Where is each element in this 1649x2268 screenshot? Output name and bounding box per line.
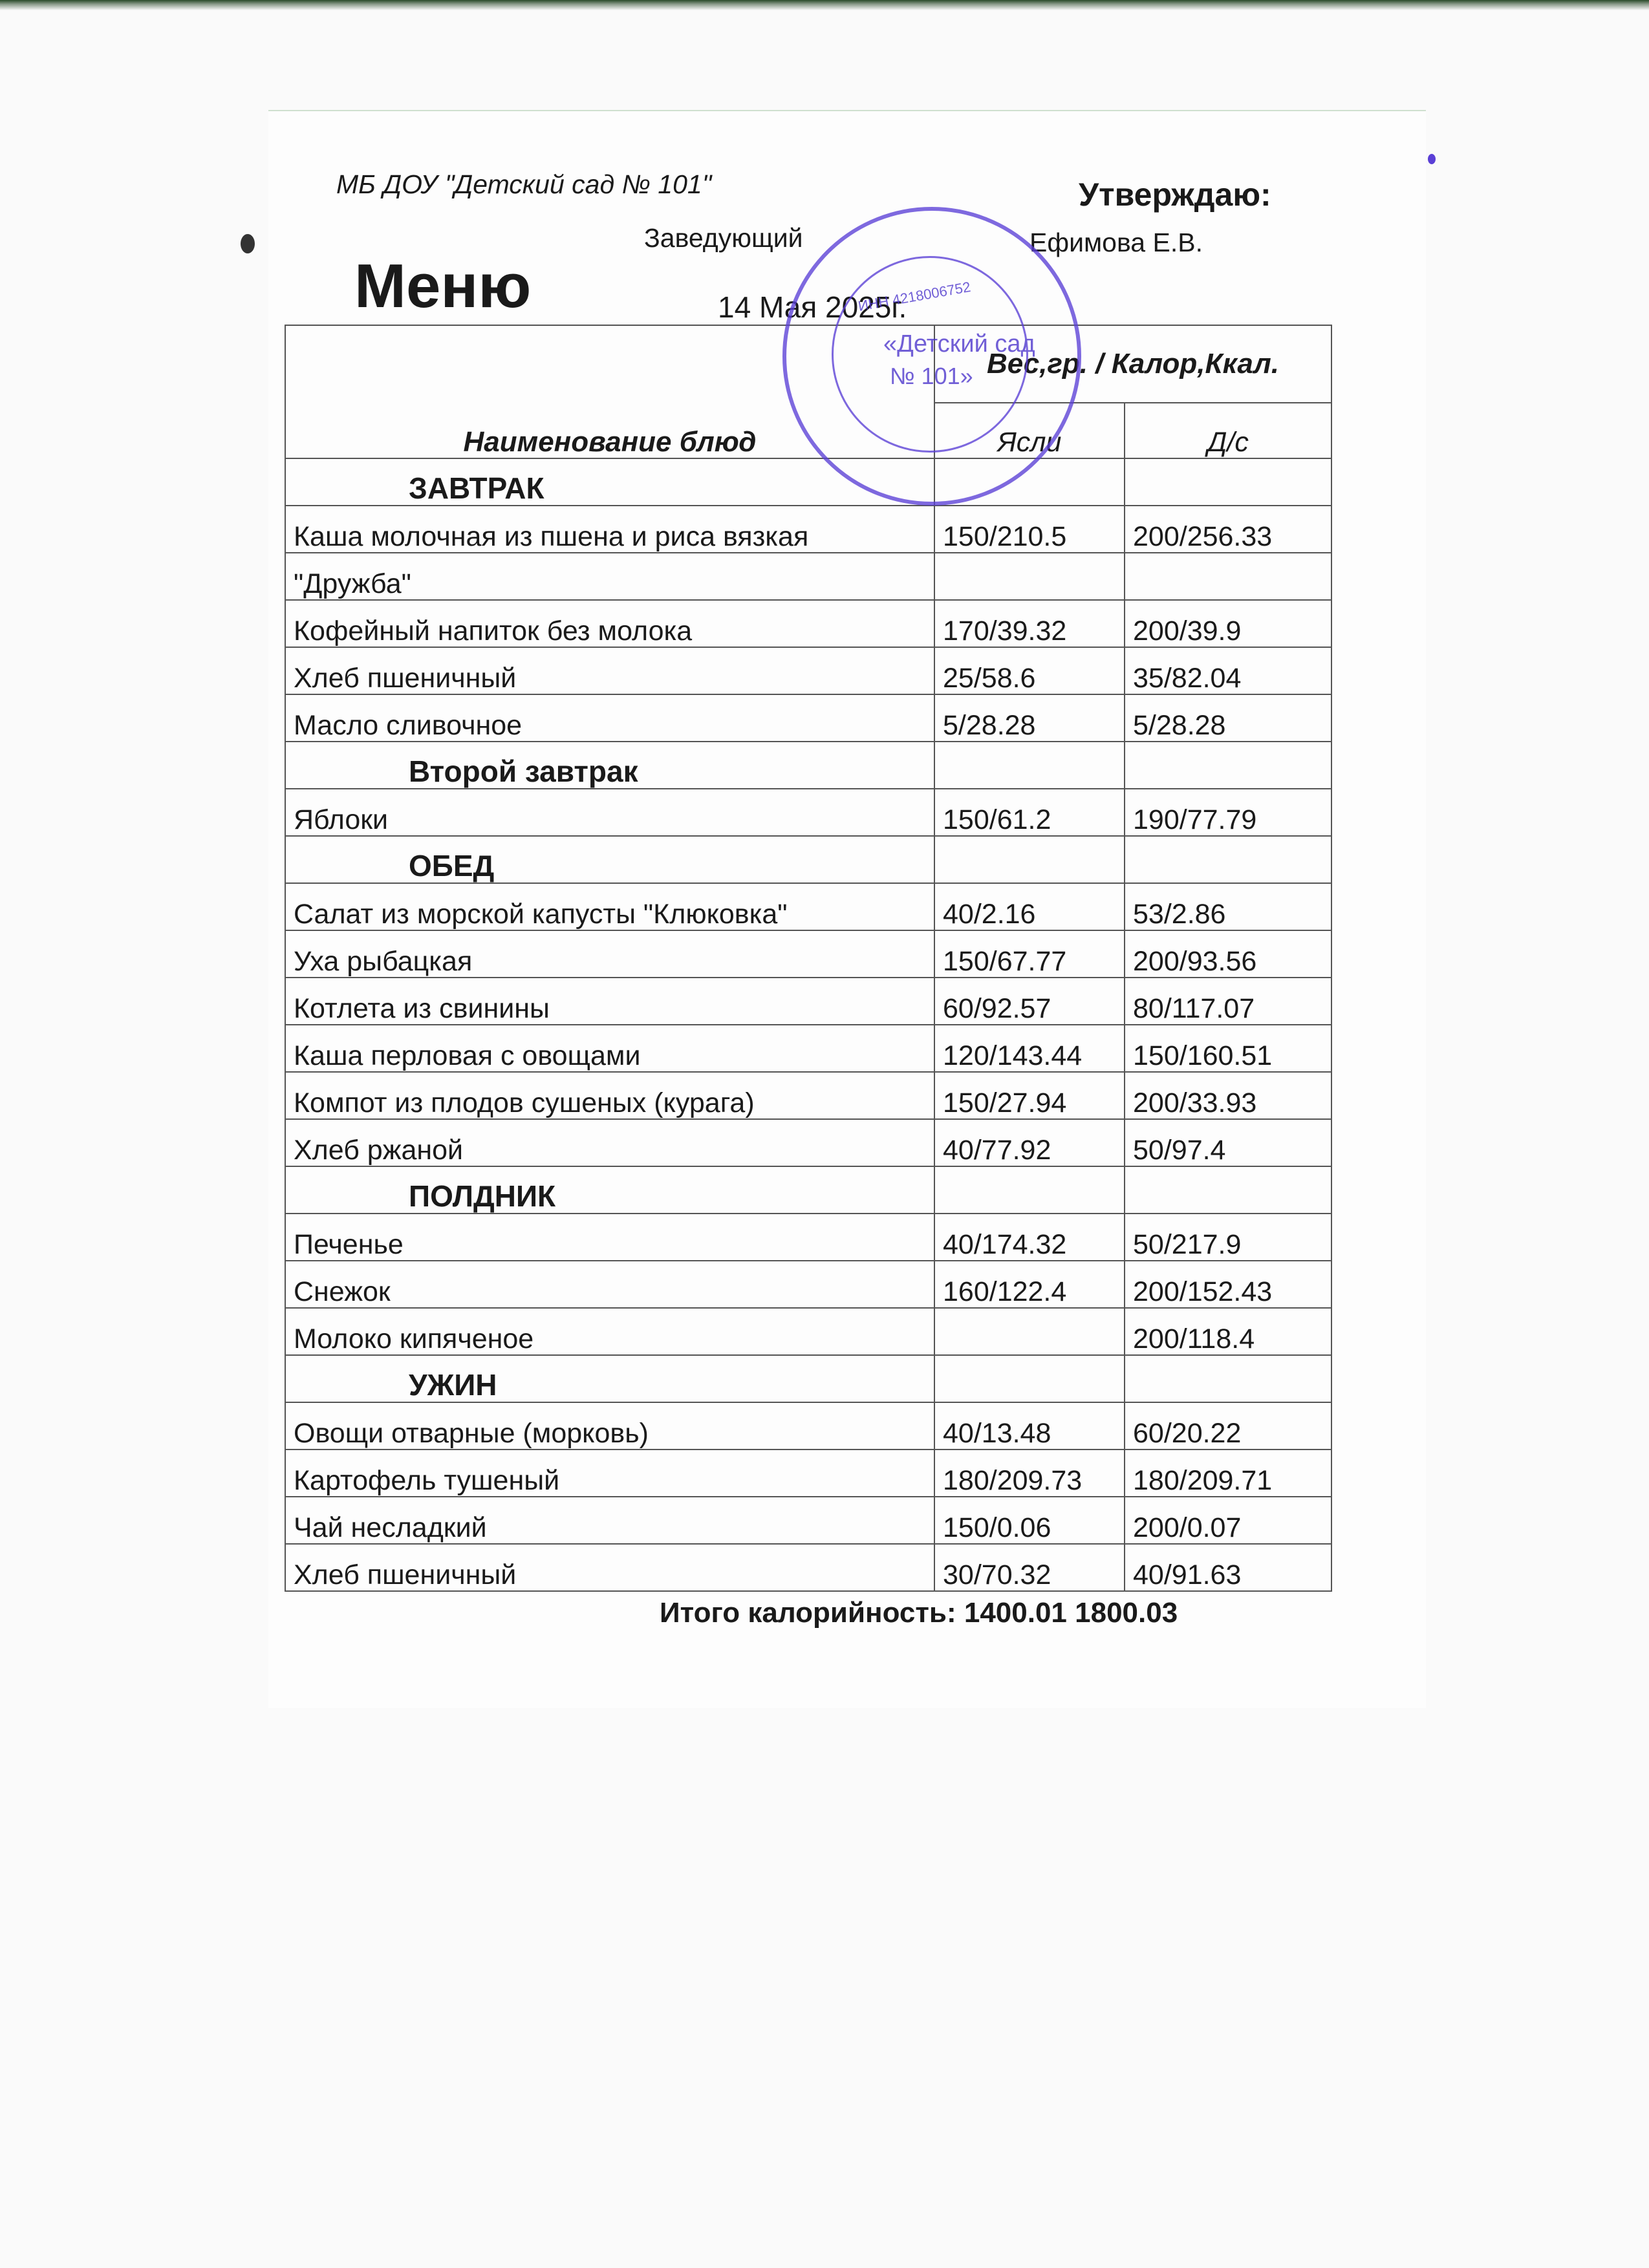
kindergarten-value: 40/91.63 <box>1125 1544 1331 1591</box>
cell-empty <box>1125 1355 1331 1402</box>
nursery-value: 25/58.6 <box>934 647 1125 694</box>
table-row <box>285 1450 1331 1497</box>
scan-speck <box>1428 154 1436 164</box>
table-row <box>285 1261 1331 1308</box>
nursery-value: 40/174.32 <box>934 1214 1125 1261</box>
table-row <box>285 1308 1331 1355</box>
nursery-value: 60/92.57 <box>934 978 1125 1025</box>
kindergarten-value: 180/209.71 <box>1125 1450 1331 1497</box>
nursery-value: 150/61.2 <box>934 789 1125 836</box>
table-row <box>285 1497 1331 1544</box>
nursery-value: 150/210.5 <box>934 506 1125 553</box>
cell-empty <box>934 1355 1125 1402</box>
dish-name: Каша перловая с овощами <box>285 1025 934 1072</box>
kindergarten-value: 35/82.04 <box>1125 647 1331 694</box>
table-row <box>285 1402 1331 1450</box>
cell-empty <box>1125 836 1331 883</box>
column-header-nursery: Ясли <box>934 403 1125 458</box>
section-title: УЖИН <box>285 1355 934 1402</box>
nursery-value: 150/0.06 <box>934 1497 1125 1544</box>
official-stamp <box>782 207 1081 506</box>
table-row <box>285 647 1331 694</box>
table-row <box>285 600 1331 647</box>
dish-name: Печенье <box>285 1214 934 1261</box>
dish-name: Котлета из свинины <box>285 978 934 1025</box>
section-title: Второй завтрак <box>285 742 934 789</box>
table-row <box>285 789 1331 836</box>
cell-empty <box>1125 458 1331 506</box>
dish-name: Картофель тушеный <box>285 1450 934 1497</box>
nursery-value: 40/2.16 <box>934 883 1125 930</box>
table-row <box>285 883 1331 930</box>
kindergarten-value: 50/217.9 <box>1125 1214 1331 1261</box>
table-row <box>285 694 1331 742</box>
menu-date: 14 Мая 2025г. <box>718 290 907 324</box>
dish-name: Каша молочная из пшена и риса вязкая <box>285 506 934 553</box>
organization-name: МБ ДОУ "Детский сад № 101" <box>336 169 712 199</box>
dish-name: Чай несладкий <box>285 1497 934 1544</box>
head-name: Ефимова Е.В. <box>1029 228 1203 257</box>
section-title: ЗАВТРАК <box>285 458 934 506</box>
table-row <box>285 1119 1331 1166</box>
dish-name: Яблоки <box>285 789 934 836</box>
table-section-row <box>285 836 1331 883</box>
kindergarten-value: 200/152.43 <box>1125 1261 1331 1308</box>
kindergarten-value: 200/33.93 <box>1125 1072 1331 1119</box>
cell-empty <box>934 1166 1125 1214</box>
dish-name: Снежок <box>285 1261 934 1308</box>
cell-empty <box>934 742 1125 789</box>
table-row <box>285 1025 1331 1072</box>
nursery-value: 30/70.32 <box>934 1544 1125 1591</box>
nursery-value: 150/27.94 <box>934 1072 1125 1119</box>
nursery-value: 160/122.4 <box>934 1261 1125 1308</box>
stamp-inn: ИНН 4218006752 <box>857 278 972 315</box>
dish-name: Хлеб пшеничный <box>285 1544 934 1591</box>
cell-empty <box>1125 1166 1331 1214</box>
table-row <box>285 1544 1331 1591</box>
kindergarten-value: 60/20.22 <box>1125 1402 1331 1450</box>
nursery-value: 5/28.28 <box>934 694 1125 742</box>
kindergarten-value: 53/2.86 <box>1125 883 1331 930</box>
kindergarten-value: 5/28.28 <box>1125 694 1331 742</box>
dish-name: Хлеб пшеничный <box>285 647 934 694</box>
menu-table <box>285 325 1332 1592</box>
stamp-number: № 101» <box>890 363 973 389</box>
page-title: Меню <box>354 251 532 321</box>
nursery-value: 40/77.92 <box>934 1119 1125 1166</box>
table-section-row <box>285 458 1331 506</box>
dish-name: Салат из морской капусты "Клюковка" <box>285 883 934 930</box>
table-row <box>285 506 1331 553</box>
column-header-kindergarten: Д/с <box>1125 403 1331 458</box>
kindergarten-value: 150/160.51 <box>1125 1025 1331 1072</box>
dish-name: "Дружба" <box>285 553 934 600</box>
section-title: ОБЕД <box>285 836 934 883</box>
table-section-row <box>285 742 1331 789</box>
kindergarten-value: 200/0.07 <box>1125 1497 1331 1544</box>
kindergarten-value: 200/256.33 <box>1125 506 1331 553</box>
table-row <box>285 978 1331 1025</box>
table-section-row <box>285 1355 1331 1402</box>
cell-empty <box>1125 742 1331 789</box>
table-row <box>285 553 1331 600</box>
nursery-value: 120/143.44 <box>934 1025 1125 1072</box>
kindergarten-value <box>1125 553 1331 600</box>
kindergarten-value: 200/93.56 <box>1125 930 1331 978</box>
table-row <box>285 1214 1331 1261</box>
scan-speck <box>241 234 255 253</box>
table-section-row <box>285 1166 1331 1214</box>
table-row <box>285 930 1331 978</box>
dish-name: Масло сливочное <box>285 694 934 742</box>
nursery-value <box>934 553 1125 600</box>
nursery-value: 40/13.48 <box>934 1402 1125 1450</box>
kindergarten-value: 190/77.79 <box>1125 789 1331 836</box>
head-label: Заведующий <box>644 223 803 253</box>
dish-name: Компот из плодов сушеных (курага) <box>285 1072 934 1119</box>
total-calories: Итого калорийность: 1400.01 1800.03 <box>660 1597 1178 1629</box>
stamp-name: «Детский сад <box>883 330 1035 358</box>
cell-empty <box>934 836 1125 883</box>
dish-name: Хлеб ржаной <box>285 1119 934 1166</box>
dish-name: Овощи отварные (морковь) <box>285 1402 934 1450</box>
section-title: ПОЛДНИК <box>285 1166 934 1214</box>
nursery-value: 170/39.32 <box>934 600 1125 647</box>
column-header-dish: Наименование блюд <box>285 325 934 458</box>
kindergarten-value: 200/118.4 <box>1125 1308 1331 1355</box>
kindergarten-value: 200/39.9 <box>1125 600 1331 647</box>
nursery-value: 180/209.73 <box>934 1450 1125 1497</box>
nursery-value: 150/67.77 <box>934 930 1125 978</box>
scan-edge <box>0 0 1649 10</box>
kindergarten-value: 50/97.4 <box>1125 1119 1331 1166</box>
dish-name: Кофейный напиток без молока <box>285 600 934 647</box>
column-header-weight-calories: Вес,гр. / Калор,Ккал. <box>934 325 1331 403</box>
dish-name: Молоко кипяченое <box>285 1308 934 1355</box>
approval-label: Утверждаю: <box>1079 177 1271 213</box>
nursery-value <box>934 1308 1125 1355</box>
table-row <box>285 1072 1331 1119</box>
kindergarten-value: 80/117.07 <box>1125 978 1331 1025</box>
dish-name: Уха рыбацкая <box>285 930 934 978</box>
